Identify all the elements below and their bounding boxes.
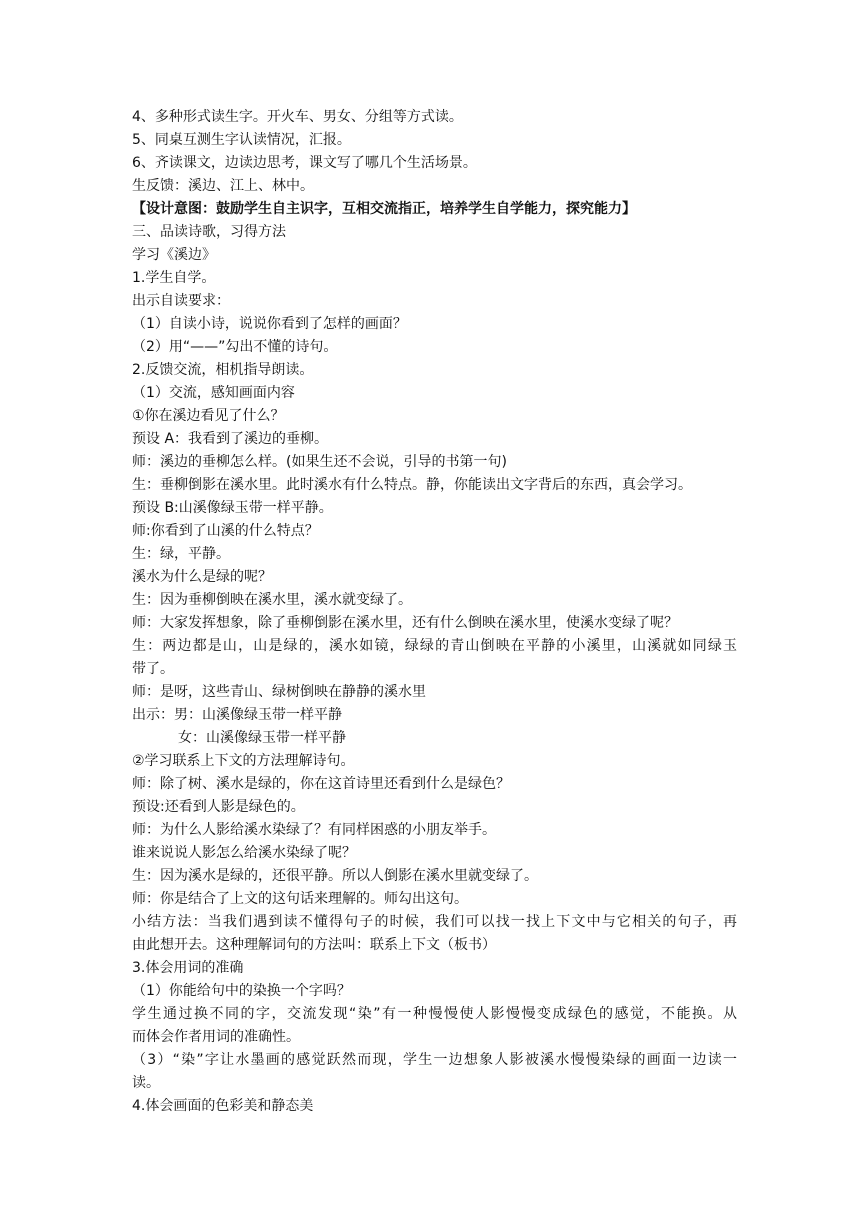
text-line: 带了。 <box>132 661 174 677</box>
text-line: 由此想开去。这种理解词句的方法叫：联系上下文（板书） <box>132 937 496 953</box>
text-line: ①你在溪边看见了什么？ <box>132 408 285 424</box>
text-line: 生：因为垂柳倒映在溪水里，溪水就变绿了。 <box>132 592 412 608</box>
text-line: （1）你能给句中的染换一个字吗？ <box>132 983 351 999</box>
text-line: 出示：男：山溪像绿玉带一样平静 <box>132 707 342 723</box>
text-line: （1）交流，感知画面内容 <box>132 385 295 401</box>
text-line: ②学习联系上下文的方法理解诗句。 <box>132 753 355 769</box>
text-line: 谁来说说人影怎么给溪水染绿了呢？ <box>132 845 356 861</box>
text-line: 预设 A：我看到了溪边的垂柳。 <box>132 431 329 447</box>
text-line: 师：你是结合了上文的这句话来理解的。师勾出这句。 <box>132 891 468 907</box>
text-line: （2）用“——”勾出不懂的诗句。 <box>132 339 338 355</box>
text-line: 小结方法：当我们遇到读不懂得句子的时候，我们可以找一找上下文中与它相关的句子，再 <box>132 914 737 930</box>
text-line: 师:你看到了山溪的什么特点？ <box>132 523 319 539</box>
text-line: 女：山溪像绿玉带一样平静 <box>178 730 346 746</box>
document-body <box>132 106 737 1118</box>
text-line: 6、齐读课文，边读边思考，课文写了哪几个生活场景。 <box>132 155 477 171</box>
text-line: 生反馈：溪边、江上、林中。 <box>132 178 314 194</box>
text-line: 溪水为什么是绿的呢？ <box>132 569 272 585</box>
text-line: 5、同桌互测生字认读情况，汇报。 <box>132 132 351 148</box>
section-heading: 三、品读诗歌，习得方法 <box>132 224 286 240</box>
design-intent-note: 【设计意图：鼓励学生自主识字，互相交流指正，培养学生自学能力，探究能力】 <box>132 201 636 217</box>
text-line: （3）“染”字让水墨画的感觉跃然而现，学生一边想象人影被溪水慢慢染绿的画面一边读一 <box>132 1052 737 1068</box>
text-line: 师：为什么人影给溪水染绿了？有同样困惑的小朋友举手。 <box>132 822 496 838</box>
text-line: 而体会作者用词的准确性。 <box>132 1029 300 1045</box>
subsection-heading: 学习《溪边》 <box>132 247 216 263</box>
text-line: 师：是呀，这些青山、绿树倒映在静静的溪水里 <box>132 684 426 700</box>
text-line: 师：除了树、溪水是绿的，你在这首诗里还看到什么是绿色？ <box>132 776 510 792</box>
text-line: 生：绿，平静。 <box>132 546 230 562</box>
text-line: 3.体会用词的准确 <box>132 960 244 976</box>
text-line: 读。 <box>132 1075 160 1091</box>
text-line: 出示自读要求： <box>132 293 230 309</box>
text-line: 生：因为溪水是绿的，还很平静。所以人倒影在溪水里就变绿了。 <box>132 868 538 884</box>
text-line: 生：两边都是山，山是绿的，溪水如镜，绿绿的青山倒映在平静的小溪里，山溪就如同绿玉 <box>132 638 737 654</box>
text-line: 学生通过换不同的字，交流发现“染”有一种慢慢使人影慢慢变成绿色的感觉，不能换。从 <box>132 1006 737 1022</box>
text-line: 师：大家发挥想象，除了垂柳倒影在溪水里，还有什么倒映在溪水里，使溪水变绿了呢？ <box>132 615 678 631</box>
text-line: 2.反馈交流，相机指导朗读。 <box>132 362 314 378</box>
text-line: 预设 B:山溪像绿玉带一样平静。 <box>132 500 333 516</box>
text-line: 4、多种形式读生字。开火车、男女、分组等方式读。 <box>132 109 463 125</box>
text-line: 4.体会画面的色彩美和静态美 <box>132 1098 314 1114</box>
text-line: 预设:还看到人影是绿色的。 <box>132 799 305 815</box>
text-line: 1.学生自学。 <box>132 270 216 286</box>
text-line: （1）自读小诗，说说你看到了怎样的画面？ <box>132 316 407 332</box>
text-line: 师：溪边的垂柳怎么样。(如果生还不会说，引导的书第一句) <box>132 454 507 470</box>
text-line: 生：垂柳倒影在溪水里。此时溪水有什么特点。静，你能读出文字背后的东西，真会学习。 <box>132 477 692 493</box>
